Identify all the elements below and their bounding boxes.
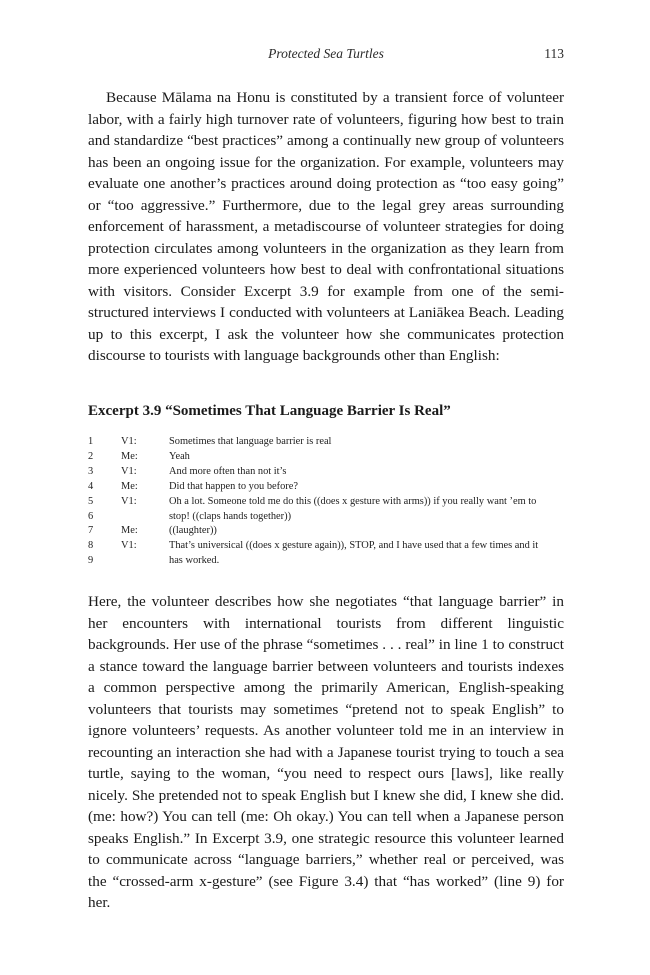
utterance: Yeah: [169, 450, 190, 462]
running-title: Protected Sea Turtles: [268, 46, 384, 61]
speaker: V1:: [121, 540, 137, 552]
transcript-line: [88, 480, 568, 495]
utterance: stop! ((claps hands together)): [169, 510, 292, 522]
line-number: 7: [88, 525, 94, 537]
utterance: And more often than not it’s: [169, 465, 287, 477]
speaker: Me:: [121, 525, 138, 537]
transcript-line: [88, 450, 568, 465]
utterance: Sometimes that language barrier is real: [169, 436, 332, 447]
transcript-line: [88, 465, 568, 480]
line-number: 8: [88, 540, 94, 552]
body-paragraph-2: Here, the volunteer describes how she negotiates “that language barrier” in her encounters with international tourists from different linguistic backgrounds. Her use of the phrase “sometimes . . . real” in line 1 to construct a stance toward the language barrier between volunteers and tourists indexes a common perspective among the primarily American, English-speaking volunteers that tourists may sometimes “pretend not to speak English” to ignore volunteers’ requests. As another volunteer told me in an interview in recounting an interaction she had with a Japanese tourist trying to touch a sea turtle, saying to the woman, “you need to respect ours [laws], like really nicely. She pretended not to speak English but I knew she did, I knew she did. (me: how?) You can tell (me: Oh okay.) You can tell when a Japanese person speaks English.” In Excerpt 3.9, one strategic resource this volunteer learned to communicate across “language barriers,” whether real or perceived, was the “crossed-arm x-gesture” (see Figure 3.4) that “has worked” (line 9) for her.: [88, 593, 564, 911]
body-paragraph-1: Because Mālama na Honu is constituted by a transient force of volunteer labor, with a fairly high turnover rate of volunteers, figuring how best to train and standardize “best practices” among a continually new group of volunteers has been an ongoing issue for the organization. For example, volunteers may evaluate one another’s practices around doing protection as “too easy going” or “too aggressive.” Furthermore, due to the legal grey areas surrounding enforcement of harassment, a metadiscourse of volunteer strategies for doing protection circulates among volunteers in the organization as they learn from more experienced volunteers how best to deal with confrontational situations with visitors. Consider Excerpt 3.9 for example from one of the semi-structured interviews I conducted with volunteers at Laniākea Beach. Leading up to this excerpt, I ask the volunteer how she communicates protection discourse to tourists with language backgrounds other than English:: [88, 89, 564, 364]
page-number: 113: [544, 46, 564, 61]
transcript-line: [88, 524, 568, 539]
line-number: 2: [88, 450, 94, 462]
transcript-line: [88, 510, 568, 525]
line-number: 4: [88, 480, 94, 492]
utterance: has worked.: [169, 555, 220, 567]
utterance: Oh a lot. Someone told me do this ((does x gesture with arms)) if you really want ’em to: [169, 495, 537, 507]
transcript-line: [88, 554, 568, 569]
line-number: 3: [88, 465, 94, 477]
speaker: V1:: [121, 465, 137, 477]
utterance: Did that happen to you before?: [169, 480, 298, 492]
transcript-line: [88, 539, 568, 554]
transcript: [88, 435, 568, 569]
line-number: 5: [88, 495, 94, 507]
excerpt-heading: Excerpt 3.9 “Sometimes That Language Barrier Is Real”: [88, 403, 451, 419]
transcript-line: [88, 495, 568, 510]
speaker: Me:: [121, 480, 138, 492]
speaker: V1:: [121, 436, 137, 447]
line-number: 9: [88, 555, 94, 567]
speaker: Me:: [121, 450, 138, 462]
line-number: 1: [88, 436, 94, 447]
utterance: ((laughter)): [169, 525, 217, 537]
utterance: That’s universical ((does x gesture again)), STOP, and I have used that a few times and it: [169, 540, 539, 552]
line-number: 6: [88, 510, 94, 522]
transcript-line: [88, 435, 568, 450]
speaker: V1:: [121, 495, 137, 507]
running-head: [88, 46, 564, 66]
